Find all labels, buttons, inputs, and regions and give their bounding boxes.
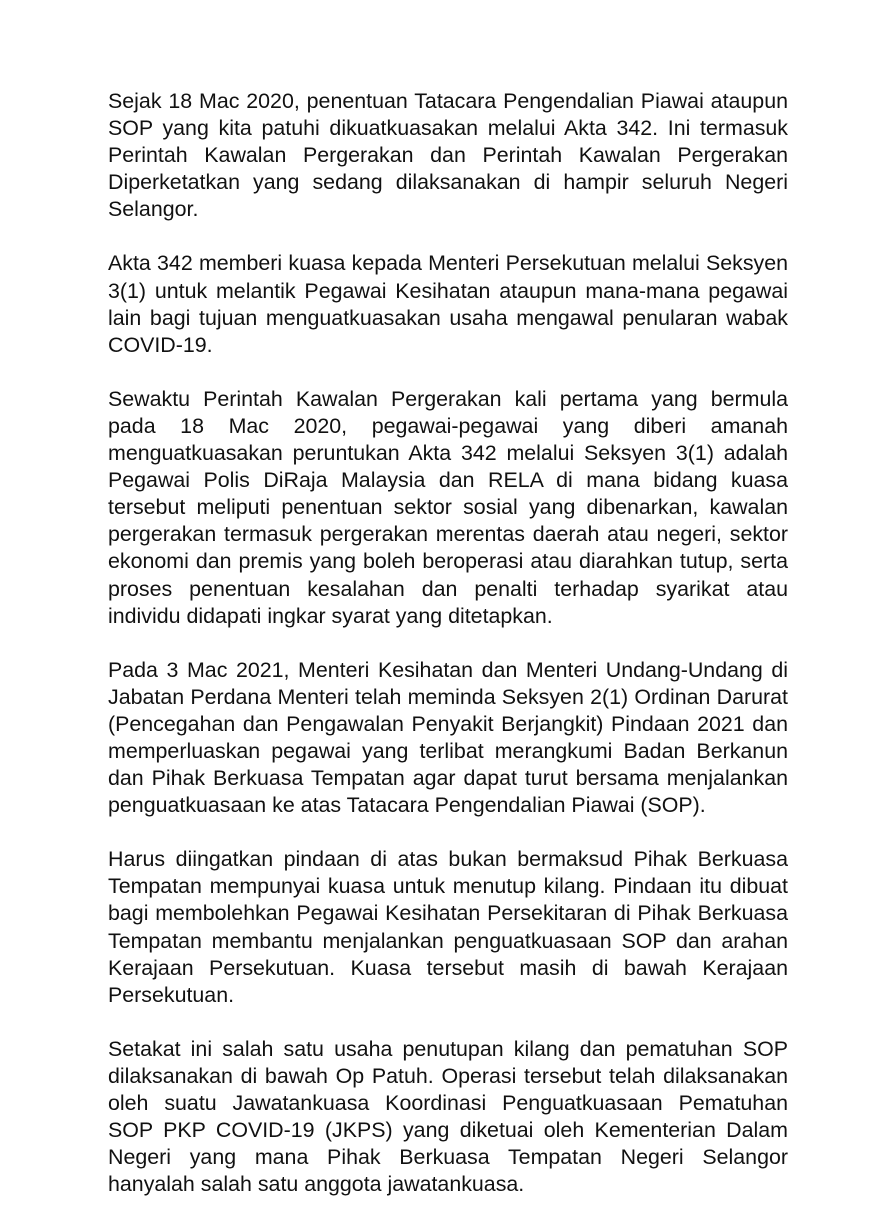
paragraph-3: Sewaktu Perintah Kawalan Pergerakan kali pertama yang bermula pada 18 Mac 2020, pegawai-pegawai yang diberi amanah menguatkuasakan peruntukan Akta 342 melalui Seksyen 3(1) adalah Pegawai Polis DiRaja Malaysia dan RELA di mana bidang kuasa tersebut meliputi penentuan sektor sosial yang dibenarkan, kawalan pergerakan termasuk pergerakan merentas daerah atau negeri, sektor ekonomi dan premis yang boleh beroperasi atau diarahkan tutup, serta proses penentuan kesalahan dan penalti terhadap syarikat atau individu didapati ingkar syarat yang ditetapkan. bbox=[108, 386, 788, 628]
paragraph-6: Setakat ini salah satu usaha penutupan kilang dan pematuhan SOP dilaksanakan di bawah Op Patuh. Operasi tersebut telah dilaksanakan oleh suatu Jawatankuasa Koordinasi Penguatkuasaan Pematuhan SOP PKP COVID-19 (JKPS) yang diketuai oleh Kementerian Dalam Negeri yang mana Pihak Berkuasa Tempatan Negeri Selangor hanyalah salah satu anggota jawatankuasa. bbox=[108, 1036, 788, 1197]
document-page bbox=[108, 88, 788, 1225]
paragraph-2: Akta 342 memberi kuasa kepada Menteri Persekutuan melalui Seksyen 3(1) untuk melantik Pegawai Kesihatan ataupun mana-mana pegawai lain bagi tujuan menguatkuasakan usaha mengawal penularan wabak COVID-19. bbox=[108, 251, 788, 357]
paragraph-4: Pada 3 Mac 2021, Menteri Kesihatan dan Menteri Undang-Undang di Jabatan Perdana Menteri telah meminda Seksyen 2(1) Ordinan Darurat (Pencegahan dan Pengawalan Penyakit Berjangkit) Pindaan 2021 dan memperluaskan pegawai yang terlibat merangkumi Badan Berkanun dan Pihak Berkuasa Tempatan agar dapat turut bersama menjalankan penguatkuasaan ke atas Tatacara Pengendalian Piawai (SOP). bbox=[108, 657, 788, 818]
paragraph-5: Harus diingatkan pindaan di atas bukan bermaksud Pihak Berkuasa Tempatan mempunyai kuasa untuk menutup kilang. Pindaan itu dibuat bagi membolehkan Pegawai Kesihatan Persekitaran di Pihak Berkuasa Tempatan membantu menjalankan penguatkuasaan SOP dan arahan Kerajaan Persekutuan. Kuasa tersebut masih di bawah Kerajaan Persekutuan. bbox=[108, 847, 788, 1007]
paragraph-1: Sejak 18 Mac 2020, penentuan Tatacara Pengendalian Piawai ataupun SOP yang kita patuhi dikuatkuasakan melalui Akta 342. Ini termasuk Perintah Kawalan Pergerakan dan Perintah Kawalan Pergerakan Diperketatkan yang sedang dilaksanakan di hampir seluruh Negeri Selangor. bbox=[108, 89, 788, 222]
